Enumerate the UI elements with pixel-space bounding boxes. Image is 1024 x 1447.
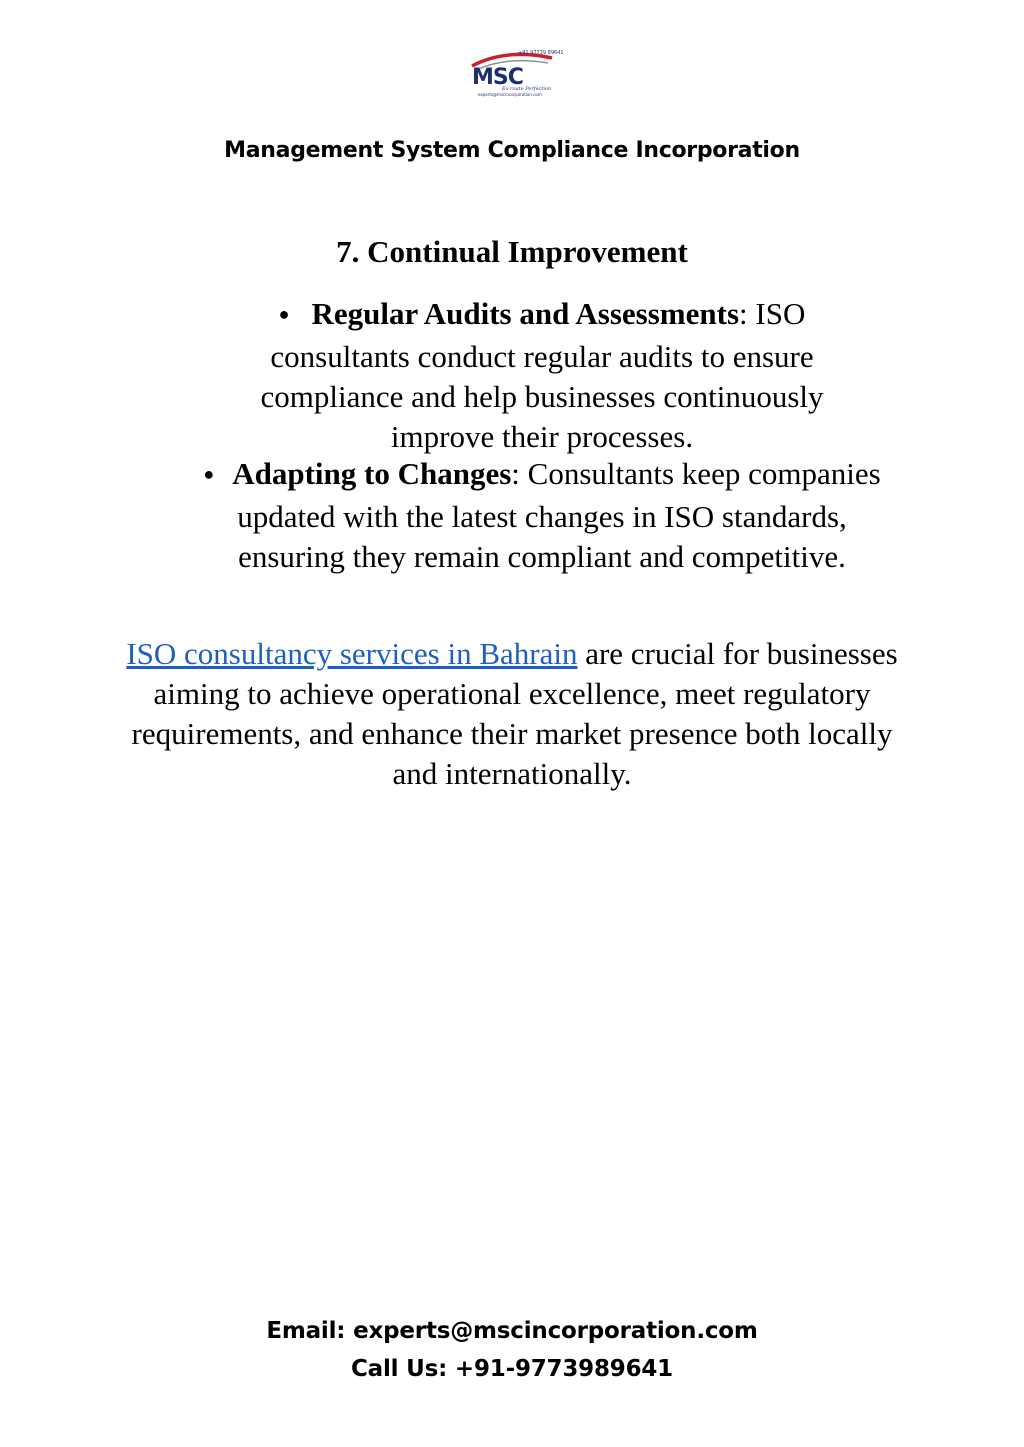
msc-logo-graphic	[466, 46, 564, 102]
logo-email: experts@mscincorporation.com	[478, 92, 542, 97]
bullet-text: Consultants keep companies updated with the latest changes in ISO standards, ensuring they remain compliant and competitive.	[237, 456, 881, 574]
bullet-icon: ●	[278, 303, 290, 324]
company-logo	[466, 46, 564, 102]
closing-paragraph	[112, 634, 912, 794]
footer-phone: Call Us: +91-9773989641	[350, 1356, 673, 1382]
logo-brand: MSC	[472, 65, 523, 90]
company-name: Management System Compliance Incorporation	[224, 138, 800, 163]
logo-phone: +91 97739 89641	[518, 50, 564, 56]
bullet-title: Adapting to Changes	[232, 456, 512, 491]
bullet-item	[224, 294, 860, 457]
bullet-item	[196, 454, 888, 577]
closing-text: are crucial for businesses aiming to achieve operational excellence, meet regulatory requirements, and enhance their market presence both locally and internationally.	[131, 636, 898, 791]
bullet-text: ISO consultants conduct regular audits to ensure compliance and help businesses continuously improve their processes.	[260, 296, 824, 454]
bullet-separator: :	[739, 296, 748, 331]
bullet-title: Regular Audits and Assessments	[311, 296, 740, 331]
bullet-separator: :	[511, 456, 520, 491]
iso-consultancy-link[interactable]: ISO consultancy services in Bahrain	[126, 636, 578, 671]
footer-email: Email: experts@mscincorporation.com	[266, 1318, 758, 1344]
logo-tagline: Ex-route Perfection	[502, 86, 552, 92]
section-heading: 7. Continual Improvement	[336, 234, 688, 269]
bullet-icon: ●	[203, 463, 215, 484]
